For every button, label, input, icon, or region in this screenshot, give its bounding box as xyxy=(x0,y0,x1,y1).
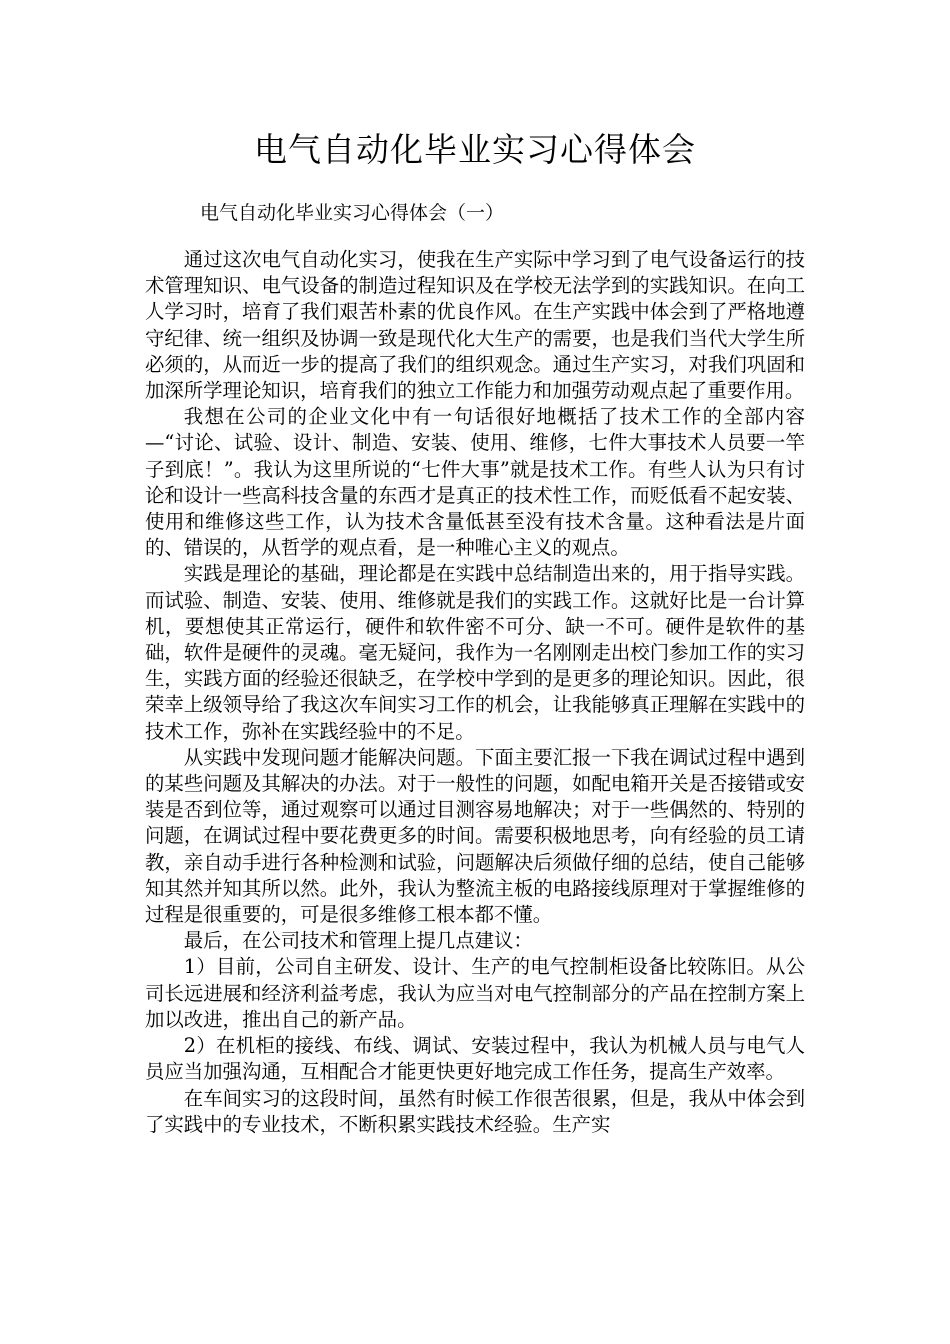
paragraph: 从实践中发现问题才能解决问题。下面主要汇报一下我在调试过程中遇到的某些问题及其解决的办法。对于一般性的问题，如配电箱开关是否接错或安装是否到位等，通过观察可以通过目测容易地解决；对于一些偶然的、特别的问题，在调试过程中要花费更多的时间。需要积极地思考，向有经验的员工请教，亲自动手进行各种检测和试验，问题解决后须做仔细的总结，使自己能够知其然并知其所以然。此外，我认为整流主板的电路接线原理对于掌握维修的过程是很重要的，可是很多维修工根本都不懂。 xyxy=(145,745,805,927)
paragraph: 我想在公司的企业文化中有一句话很好地概括了技术工作的全部内容—“讨论、试验、设计、制造、安装、使用、维修，七件大事技术人员要一竿子到底！”。我认为这里所说的“七件大事”就是技术工作。有些人认为只有讨论和设计一些高科技含量的东西才是真正的技术性工作，而贬低看不起安装、使用和维修这些工作，认为技术含量低甚至没有技术含量。这种看法是片面的、错误的，从哲学的观点看，是一种唯心主义的观点。 xyxy=(145,405,805,560)
paragraph: 2）在机柜的接线、布线、调试、安装过程中，我认为机械人员与电气人员应当加强沟通，互相配合才能更快更好地完成工作任务，提高生产效率。 xyxy=(145,1034,805,1084)
document-body xyxy=(145,247,805,1138)
paragraph: 最后，在公司技术和管理上提几点建议： xyxy=(183,929,533,953)
document-title: 电气自动化毕业实习心得体会 xyxy=(254,130,696,169)
paragraph: 实践是理论的基础，理论都是在实践中总结制造出来的，用于指导实践。而试验、制造、安装、使用、维修就是我们的实践工作。这就好比是一台计算机，要想使其正常运行，硬件和软件密不可分、缺一不可。硬件是软件的基础，软件是硬件的灵魂。毫无疑问，我作为一名刚刚走出校门参加工作的实习生，实践方面的经验还很缺乏，在学校中学到的是更多的理论知识。因此，很荣幸上级领导给了我这次车间实习工作的机会，让我能够真正理解在实践中的技术工作，弥补在实践经验中的不足。 xyxy=(145,562,805,743)
paragraph: 1）目前，公司自主研发、设计、生产的电气控制柜设备比较陈旧。从公司长远进展和经济利益考虑，我认为应当对电气控制部分的产品在控制方案上加以改进，推出自己的新产品。 xyxy=(145,955,805,1031)
document-subtitle: 电气自动化毕业实习心得体会（一） xyxy=(200,202,505,224)
paragraph: 通过这次电气自动化实习，使我在生产实际中学习到了电气设备运行的技术管理知识、电气设备的制造过程知识及在学校无法学到的实践知识。在向工人学习时，培育了我们艰苦朴素的优良作风。在生产实践中体会到了严格地遵守纪律、统一组织及协调一致是现代化大生产的需要，也是我们当代大学生所必须的，从而近一步的提高了我们的组织观念。通过生产实习，对我们巩固和加深所学理论知识，培育我们的独立工作能力和加强劳动观点起了重要作用。 xyxy=(145,248,805,403)
paragraph: 在车间实习的这段时间，虽然有时候工作很苦很累，但是，我从中体会到了实践中的专业技术，不断积累实践技术经验。生产实 xyxy=(145,1086,805,1136)
